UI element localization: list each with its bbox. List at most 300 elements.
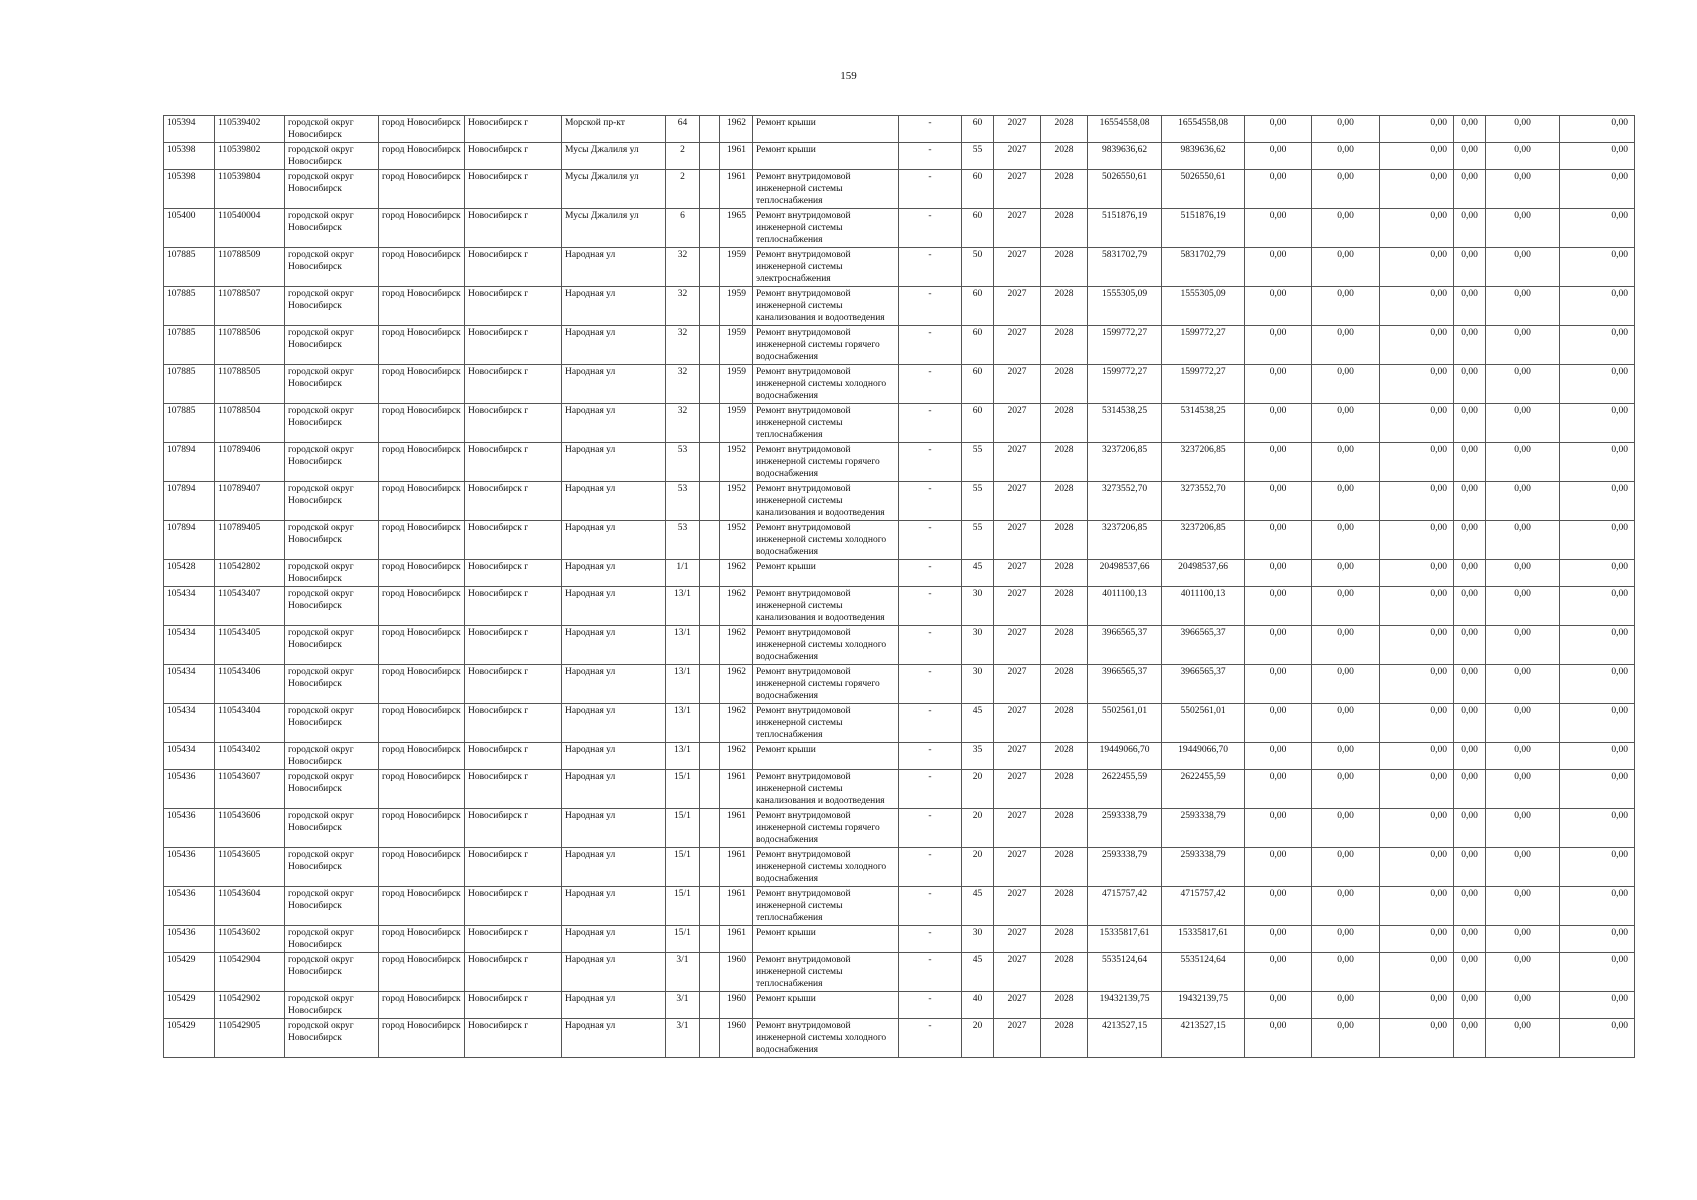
cell-owners-funds: 0,00 xyxy=(1454,926,1486,953)
cell-house-id: 105436 xyxy=(164,887,215,926)
cell-reserve-funds: 0,00 xyxy=(1560,743,1635,770)
cell-reserve-funds: 0,00 xyxy=(1560,482,1635,521)
cell-local-budget: 0,00 xyxy=(1380,587,1454,626)
cell-building xyxy=(700,743,720,770)
cell-house-id: 105394 xyxy=(164,116,215,143)
cell-plan-end-year: 2028 xyxy=(1041,443,1088,482)
cell-owners-funds: 0,00 xyxy=(1454,704,1486,743)
cell-owners-funds: 0,00 xyxy=(1454,209,1486,248)
cell-regional-fund: 3273552,70 xyxy=(1162,482,1245,521)
cell-regional-fund: 15335817,61 xyxy=(1162,926,1245,953)
cell-building xyxy=(700,170,720,209)
cell-municipal-district: городской округ Новосибирск xyxy=(285,248,379,287)
cell-city: Новосибирск г xyxy=(465,587,562,626)
cell-local-budget: 0,00 xyxy=(1380,992,1454,1019)
cell-owners-funds: 0,00 xyxy=(1454,809,1486,848)
cell-house-number: 1/1 xyxy=(666,560,700,587)
cell-unit: - xyxy=(899,560,962,587)
cell-owners-funds: 0,00 xyxy=(1454,626,1486,665)
cell-regional-fund: 3237206,85 xyxy=(1162,443,1245,482)
table-row xyxy=(164,665,1635,704)
cell-other-sources: 0,00 xyxy=(1486,587,1560,626)
table-row xyxy=(164,521,1635,560)
cell-other-sources: 0,00 xyxy=(1486,248,1560,287)
cell-other-sources: 0,00 xyxy=(1486,560,1560,587)
cell-house-id: 105429 xyxy=(164,1019,215,1058)
cell-settlement: город Новосибирск xyxy=(379,665,465,704)
cell-local-budget: 0,00 xyxy=(1380,482,1454,521)
cell-plan-start-year: 2027 xyxy=(994,365,1041,404)
cell-regional-fund: 16554558,08 xyxy=(1162,116,1245,143)
cell-municipal-district: городской округ Новосибирск xyxy=(285,443,379,482)
cell-plan-end-year: 2028 xyxy=(1041,365,1088,404)
cell-city: Новосибирск г xyxy=(465,770,562,809)
cell-plan-end-year: 2028 xyxy=(1041,560,1088,587)
table-row xyxy=(164,560,1635,587)
cell-year-built: 1962 xyxy=(720,560,753,587)
cell-city: Новосибирск г xyxy=(465,992,562,1019)
cell-plan-start-year: 2027 xyxy=(994,209,1041,248)
cell-municipal-district: городской округ Новосибирск xyxy=(285,365,379,404)
cell-building xyxy=(700,482,720,521)
cell-total-cost: 1599772,27 xyxy=(1088,365,1162,404)
cell-house-number: 2 xyxy=(666,170,700,209)
table-row xyxy=(164,953,1635,992)
cell-reserve-funds: 0,00 xyxy=(1560,404,1635,443)
cell-regional-fund: 1555305,09 xyxy=(1162,287,1245,326)
cell-house-number: 32 xyxy=(666,365,700,404)
cell-wear-percent: 20 xyxy=(962,770,994,809)
cell-plan-start-year: 2027 xyxy=(994,809,1041,848)
cell-street: Народная ул xyxy=(562,992,666,1019)
cell-city: Новосибирск г xyxy=(465,209,562,248)
cell-other-sources: 0,00 xyxy=(1486,743,1560,770)
cell-municipal-district: городской округ Новосибирск xyxy=(285,482,379,521)
cell-wear-percent: 45 xyxy=(962,704,994,743)
cell-local-budget: 0,00 xyxy=(1380,404,1454,443)
cell-settlement: город Новосибирск xyxy=(379,116,465,143)
cell-house-id: 107885 xyxy=(164,404,215,443)
cell-work-id: 110543404 xyxy=(215,704,285,743)
cell-municipal-district: городской округ Новосибирск xyxy=(285,1019,379,1058)
table-row xyxy=(164,116,1635,143)
cell-work-type: Ремонт внутридомовой инженерной системы холодного водоснабжения xyxy=(753,1019,899,1058)
cell-year-built: 1961 xyxy=(720,809,753,848)
cell-reserve-funds: 0,00 xyxy=(1560,953,1635,992)
cell-total-cost: 4715757,42 xyxy=(1088,887,1162,926)
cell-other-sources: 0,00 xyxy=(1486,209,1560,248)
cell-regional-budget: 0,00 xyxy=(1312,116,1380,143)
cell-city: Новосибирск г xyxy=(465,326,562,365)
cell-owners-funds: 0,00 xyxy=(1454,587,1486,626)
cell-house-id: 105436 xyxy=(164,770,215,809)
cell-plan-end-year: 2028 xyxy=(1041,926,1088,953)
cell-street: Народная ул xyxy=(562,404,666,443)
cell-house-number: 15/1 xyxy=(666,809,700,848)
cell-city: Новосибирск г xyxy=(465,560,562,587)
cell-year-built: 1962 xyxy=(720,743,753,770)
cell-other-sources: 0,00 xyxy=(1486,1019,1560,1058)
cell-unit: - xyxy=(899,626,962,665)
cell-plan-end-year: 2028 xyxy=(1041,770,1088,809)
cell-total-cost: 4011100,13 xyxy=(1088,587,1162,626)
cell-federal-support: 0,00 xyxy=(1245,170,1312,209)
cell-regional-budget: 0,00 xyxy=(1312,626,1380,665)
cell-regional-fund: 5502561,01 xyxy=(1162,704,1245,743)
cell-local-budget: 0,00 xyxy=(1380,326,1454,365)
cell-local-budget: 0,00 xyxy=(1380,209,1454,248)
cell-house-number: 15/1 xyxy=(666,887,700,926)
cell-house-number: 2 xyxy=(666,143,700,170)
cell-owners-funds: 0,00 xyxy=(1454,443,1486,482)
table-row xyxy=(164,143,1635,170)
cell-plan-end-year: 2028 xyxy=(1041,116,1088,143)
cell-unit: - xyxy=(899,809,962,848)
cell-local-budget: 0,00 xyxy=(1380,926,1454,953)
cell-building xyxy=(700,704,720,743)
cell-local-budget: 0,00 xyxy=(1380,248,1454,287)
cell-regional-fund: 4213527,15 xyxy=(1162,1019,1245,1058)
cell-building xyxy=(700,404,720,443)
cell-wear-percent: 55 xyxy=(962,482,994,521)
cell-federal-support: 0,00 xyxy=(1245,953,1312,992)
cell-year-built: 1952 xyxy=(720,521,753,560)
cell-work-id: 110543407 xyxy=(215,587,285,626)
cell-owners-funds: 0,00 xyxy=(1454,404,1486,443)
cell-owners-funds: 0,00 xyxy=(1454,326,1486,365)
cell-federal-support: 0,00 xyxy=(1245,587,1312,626)
cell-owners-funds: 0,00 xyxy=(1454,143,1486,170)
cell-owners-funds: 0,00 xyxy=(1454,521,1486,560)
cell-year-built: 1961 xyxy=(720,926,753,953)
cell-house-id: 105434 xyxy=(164,743,215,770)
cell-house-id: 105434 xyxy=(164,704,215,743)
cell-street: Народная ул xyxy=(562,443,666,482)
cell-municipal-district: городской округ Новосибирск xyxy=(285,521,379,560)
cell-regional-budget: 0,00 xyxy=(1312,743,1380,770)
cell-total-cost: 20498537,66 xyxy=(1088,560,1162,587)
cell-other-sources: 0,00 xyxy=(1486,116,1560,143)
cell-house-number: 3/1 xyxy=(666,992,700,1019)
cell-plan-end-year: 2028 xyxy=(1041,665,1088,704)
cell-regional-budget: 0,00 xyxy=(1312,1019,1380,1058)
cell-wear-percent: 35 xyxy=(962,743,994,770)
table-row xyxy=(164,209,1635,248)
cell-house-id: 105398 xyxy=(164,170,215,209)
cell-street: Народная ул xyxy=(562,326,666,365)
cell-house-number: 53 xyxy=(666,482,700,521)
cell-total-cost: 5535124,64 xyxy=(1088,953,1162,992)
cell-municipal-district: городской округ Новосибирск xyxy=(285,404,379,443)
cell-unit: - xyxy=(899,1019,962,1058)
cell-plan-start-year: 2027 xyxy=(994,443,1041,482)
cell-house-number: 15/1 xyxy=(666,926,700,953)
cell-total-cost: 19449066,70 xyxy=(1088,743,1162,770)
cell-local-budget: 0,00 xyxy=(1380,770,1454,809)
cell-work-type: Ремонт внутридомовой инженерной системы холодного водоснабжения xyxy=(753,365,899,404)
cell-total-cost: 3237206,85 xyxy=(1088,443,1162,482)
cell-city: Новосибирск г xyxy=(465,404,562,443)
table-row xyxy=(164,587,1635,626)
cell-year-built: 1961 xyxy=(720,887,753,926)
cell-house-id: 107885 xyxy=(164,365,215,404)
cell-year-built: 1962 xyxy=(720,626,753,665)
cell-house-number: 15/1 xyxy=(666,770,700,809)
cell-local-budget: 0,00 xyxy=(1380,287,1454,326)
cell-total-cost: 4213527,15 xyxy=(1088,1019,1162,1058)
cell-settlement: город Новосибирск xyxy=(379,887,465,926)
cell-plan-end-year: 2028 xyxy=(1041,287,1088,326)
cell-regional-fund: 3966565,37 xyxy=(1162,665,1245,704)
cell-building xyxy=(700,953,720,992)
cell-federal-support: 0,00 xyxy=(1245,521,1312,560)
cell-regional-fund: 3237206,85 xyxy=(1162,521,1245,560)
cell-regional-fund: 19449066,70 xyxy=(1162,743,1245,770)
cell-house-id: 105436 xyxy=(164,848,215,887)
cell-street: Народная ул xyxy=(562,809,666,848)
cell-reserve-funds: 0,00 xyxy=(1560,365,1635,404)
cell-other-sources: 0,00 xyxy=(1486,287,1560,326)
cell-settlement: город Новосибирск xyxy=(379,704,465,743)
cell-regional-fund: 5026550,61 xyxy=(1162,170,1245,209)
cell-plan-end-year: 2028 xyxy=(1041,326,1088,365)
cell-city: Новосибирск г xyxy=(465,170,562,209)
cell-city: Новосибирск г xyxy=(465,1019,562,1058)
cell-building xyxy=(700,248,720,287)
cell-house-id: 105436 xyxy=(164,926,215,953)
cell-other-sources: 0,00 xyxy=(1486,992,1560,1019)
cell-owners-funds: 0,00 xyxy=(1454,560,1486,587)
cell-plan-start-year: 2027 xyxy=(994,326,1041,365)
cell-work-id: 110788509 xyxy=(215,248,285,287)
cell-federal-support: 0,00 xyxy=(1245,287,1312,326)
cell-federal-support: 0,00 xyxy=(1245,1019,1312,1058)
cell-settlement: город Новосибирск xyxy=(379,926,465,953)
cell-total-cost: 3273552,70 xyxy=(1088,482,1162,521)
cell-house-number: 3/1 xyxy=(666,1019,700,1058)
cell-reserve-funds: 0,00 xyxy=(1560,116,1635,143)
cell-owners-funds: 0,00 xyxy=(1454,1019,1486,1058)
cell-year-built: 1962 xyxy=(720,587,753,626)
cell-building xyxy=(700,587,720,626)
cell-year-built: 1962 xyxy=(720,704,753,743)
cell-regional-fund: 9839636,62 xyxy=(1162,143,1245,170)
cell-total-cost: 5026550,61 xyxy=(1088,170,1162,209)
cell-reserve-funds: 0,00 xyxy=(1560,992,1635,1019)
cell-house-number: 32 xyxy=(666,248,700,287)
cell-building xyxy=(700,626,720,665)
cell-unit: - xyxy=(899,704,962,743)
cell-settlement: город Новосибирск xyxy=(379,170,465,209)
cell-plan-end-year: 2028 xyxy=(1041,953,1088,992)
cell-house-number: 64 xyxy=(666,116,700,143)
cell-regional-budget: 0,00 xyxy=(1312,248,1380,287)
cell-other-sources: 0,00 xyxy=(1486,404,1560,443)
cell-settlement: город Новосибирск xyxy=(379,770,465,809)
cell-plan-end-year: 2028 xyxy=(1041,704,1088,743)
cell-street: Народная ул xyxy=(562,926,666,953)
cell-wear-percent: 60 xyxy=(962,116,994,143)
cell-regional-fund: 1599772,27 xyxy=(1162,365,1245,404)
cell-plan-start-year: 2027 xyxy=(994,626,1041,665)
cell-work-type: Ремонт внутридомовой инженерной системы канализования и водоотведения xyxy=(753,287,899,326)
cell-plan-end-year: 2028 xyxy=(1041,587,1088,626)
cell-other-sources: 0,00 xyxy=(1486,953,1560,992)
table-row xyxy=(164,326,1635,365)
cell-municipal-district: городской округ Новосибирск xyxy=(285,848,379,887)
cell-other-sources: 0,00 xyxy=(1486,770,1560,809)
cell-local-budget: 0,00 xyxy=(1380,170,1454,209)
cell-plan-end-year: 2028 xyxy=(1041,143,1088,170)
cell-unit: - xyxy=(899,887,962,926)
cell-settlement: город Новосибирск xyxy=(379,482,465,521)
cell-plan-end-year: 2028 xyxy=(1041,1019,1088,1058)
cell-year-built: 1959 xyxy=(720,326,753,365)
cell-work-type: Ремонт крыши xyxy=(753,992,899,1019)
cell-wear-percent: 30 xyxy=(962,665,994,704)
cell-work-id: 110788507 xyxy=(215,287,285,326)
cell-house-id: 107894 xyxy=(164,482,215,521)
cell-other-sources: 0,00 xyxy=(1486,365,1560,404)
cell-other-sources: 0,00 xyxy=(1486,443,1560,482)
cell-work-id: 110542905 xyxy=(215,1019,285,1058)
cell-work-id: 110543406 xyxy=(215,665,285,704)
cell-wear-percent: 45 xyxy=(962,887,994,926)
cell-municipal-district: городской округ Новосибирск xyxy=(285,116,379,143)
cell-regional-budget: 0,00 xyxy=(1312,170,1380,209)
cell-plan-end-year: 2028 xyxy=(1041,170,1088,209)
cell-total-cost: 3237206,85 xyxy=(1088,521,1162,560)
cell-regional-budget: 0,00 xyxy=(1312,770,1380,809)
cell-house-number: 13/1 xyxy=(666,587,700,626)
cell-street: Морской пр-кт xyxy=(562,116,666,143)
cell-regional-budget: 0,00 xyxy=(1312,365,1380,404)
cell-house-number: 32 xyxy=(666,404,700,443)
cell-regional-fund: 4011100,13 xyxy=(1162,587,1245,626)
cell-work-type: Ремонт внутридомовой инженерной системы канализования и водоотведения xyxy=(753,482,899,521)
cell-wear-percent: 45 xyxy=(962,953,994,992)
cell-house-id: 105429 xyxy=(164,953,215,992)
table-row xyxy=(164,482,1635,521)
cell-federal-support: 0,00 xyxy=(1245,404,1312,443)
cell-wear-percent: 60 xyxy=(962,209,994,248)
cell-work-type: Ремонт внутридомовой инженерной системы горячего водоснабжения xyxy=(753,443,899,482)
cell-municipal-district: городской округ Новосибирск xyxy=(285,809,379,848)
cell-house-number: 13/1 xyxy=(666,665,700,704)
cell-other-sources: 0,00 xyxy=(1486,848,1560,887)
table-row xyxy=(164,1019,1635,1058)
cell-regional-fund: 5535124,64 xyxy=(1162,953,1245,992)
cell-year-built: 1960 xyxy=(720,953,753,992)
cell-plan-start-year: 2027 xyxy=(994,404,1041,443)
cell-other-sources: 0,00 xyxy=(1486,626,1560,665)
cell-street: Народная ул xyxy=(562,887,666,926)
cell-settlement: город Новосибирск xyxy=(379,809,465,848)
cell-building xyxy=(700,287,720,326)
cell-regional-fund: 5831702,79 xyxy=(1162,248,1245,287)
cell-plan-start-year: 2027 xyxy=(994,926,1041,953)
cell-year-built: 1960 xyxy=(720,992,753,1019)
cell-local-budget: 0,00 xyxy=(1380,1019,1454,1058)
cell-plan-start-year: 2027 xyxy=(994,953,1041,992)
cell-unit: - xyxy=(899,848,962,887)
cell-settlement: город Новосибирск xyxy=(379,521,465,560)
cell-local-budget: 0,00 xyxy=(1380,365,1454,404)
cell-work-id: 110543402 xyxy=(215,743,285,770)
cell-plan-end-year: 2028 xyxy=(1041,482,1088,521)
cell-work-id: 110539402 xyxy=(215,116,285,143)
cell-city: Новосибирск г xyxy=(465,482,562,521)
cell-building xyxy=(700,209,720,248)
cell-plan-start-year: 2027 xyxy=(994,143,1041,170)
cell-local-budget: 0,00 xyxy=(1380,143,1454,170)
cell-work-type: Ремонт внутридомовой инженерной системы электроснабжения xyxy=(753,248,899,287)
cell-work-id: 110542902 xyxy=(215,992,285,1019)
cell-reserve-funds: 0,00 xyxy=(1560,770,1635,809)
cell-local-budget: 0,00 xyxy=(1380,560,1454,587)
cell-local-budget: 0,00 xyxy=(1380,809,1454,848)
cell-regional-fund: 2622455,59 xyxy=(1162,770,1245,809)
cell-work-type: Ремонт внутридомовой инженерной системы горячего водоснабжения xyxy=(753,326,899,365)
cell-year-built: 1952 xyxy=(720,482,753,521)
cell-wear-percent: 50 xyxy=(962,248,994,287)
cell-unit: - xyxy=(899,287,962,326)
table-row xyxy=(164,248,1635,287)
cell-work-id: 110542904 xyxy=(215,953,285,992)
cell-unit: - xyxy=(899,365,962,404)
cell-work-id: 110542802 xyxy=(215,560,285,587)
cell-street: Народная ул xyxy=(562,665,666,704)
cell-house-id: 105436 xyxy=(164,809,215,848)
cell-federal-support: 0,00 xyxy=(1245,743,1312,770)
cell-regional-budget: 0,00 xyxy=(1312,926,1380,953)
cell-unit: - xyxy=(899,143,962,170)
cell-work-id: 110540004 xyxy=(215,209,285,248)
cell-wear-percent: 20 xyxy=(962,848,994,887)
cell-unit: - xyxy=(899,953,962,992)
cell-reserve-funds: 0,00 xyxy=(1560,209,1635,248)
cell-reserve-funds: 0,00 xyxy=(1560,248,1635,287)
cell-settlement: город Новосибирск xyxy=(379,326,465,365)
cell-house-number: 13/1 xyxy=(666,704,700,743)
cell-building xyxy=(700,809,720,848)
cell-regional-fund: 1599772,27 xyxy=(1162,326,1245,365)
cell-municipal-district: городской округ Новосибирск xyxy=(285,665,379,704)
cell-work-id: 110543602 xyxy=(215,926,285,953)
cell-local-budget: 0,00 xyxy=(1380,626,1454,665)
cell-wear-percent: 60 xyxy=(962,170,994,209)
cell-wear-percent: 60 xyxy=(962,404,994,443)
cell-plan-start-year: 2027 xyxy=(994,587,1041,626)
cell-municipal-district: городской округ Новосибирск xyxy=(285,287,379,326)
cell-city: Новосибирск г xyxy=(465,443,562,482)
cell-settlement: город Новосибирск xyxy=(379,743,465,770)
cell-work-type: Ремонт крыши xyxy=(753,560,899,587)
cell-year-built: 1961 xyxy=(720,143,753,170)
cell-year-built: 1961 xyxy=(720,770,753,809)
table-row xyxy=(164,770,1635,809)
cell-year-built: 1960 xyxy=(720,1019,753,1058)
cell-regional-budget: 0,00 xyxy=(1312,326,1380,365)
cell-unit: - xyxy=(899,992,962,1019)
cell-work-id: 110789405 xyxy=(215,521,285,560)
cell-city: Новосибирск г xyxy=(465,665,562,704)
cell-other-sources: 0,00 xyxy=(1486,143,1560,170)
cell-regional-budget: 0,00 xyxy=(1312,587,1380,626)
table-row xyxy=(164,287,1635,326)
cell-work-id: 110788505 xyxy=(215,365,285,404)
cell-other-sources: 0,00 xyxy=(1486,809,1560,848)
